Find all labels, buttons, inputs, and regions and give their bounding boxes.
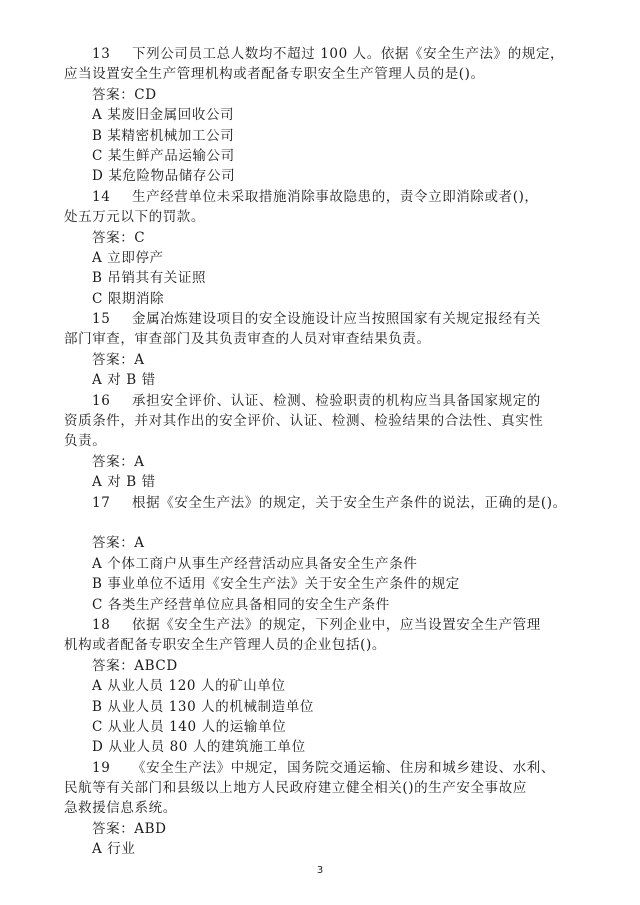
question-continuation-line: 急救援信息系统。 — [64, 800, 177, 817]
question-continuation-line: 应当设置安全生产管理机构或者配备专职安全生产管理人员的是()。 — [64, 66, 485, 83]
question-number: 13 — [92, 46, 111, 62]
question-number: 18 — [92, 616, 111, 633]
question-continuation-line: 负责。 — [64, 433, 107, 450]
option-item: A 某废旧金属回收公司 — [92, 107, 235, 124]
option-item: A 立即停产 — [92, 249, 164, 266]
option-item: B 某精密机械加工公司 — [92, 127, 235, 144]
blank-line — [92, 513, 578, 533]
option-item: C 限期消除 — [92, 290, 165, 307]
question-15 — [64, 309, 578, 391]
question-continuation-line: 处五万元以下的罚款。 — [64, 209, 205, 226]
question-text: 根据《安全生产法》的规定，关于安全生产条件的说法，正确的是()。 — [132, 494, 567, 511]
question-text: 依据《安全生产法》的规定，下列企业中，应当设置安全生产管理 — [132, 616, 541, 633]
option-item: D 从业人员 80 人的建筑施工单位 — [92, 739, 306, 756]
question-text: 金属冶炼建设项目的安全设施设计应当按照国家有关规定报经有关 — [132, 311, 541, 328]
option-item: B 从业人员 130 人的机械制造单位 — [92, 698, 314, 715]
question-16 — [64, 391, 578, 493]
option-item: C 各类生产经营单位应具备相同的安全生产条件 — [92, 596, 390, 613]
question-text: 生产经营单位未采取措施消除事故隐患的，责令立即消除或者()， — [132, 188, 539, 205]
question-19 — [64, 758, 578, 860]
page-number: 3 — [316, 865, 324, 876]
option-item: A 个体工商户从事生产经营活动应具备安全生产条件 — [92, 555, 418, 572]
question-number: 14 — [92, 188, 111, 205]
question-number: 17 — [92, 494, 111, 511]
question-first-line — [92, 309, 578, 329]
answer-line: 答案：A — [92, 453, 145, 470]
answer-line: 答案：C — [92, 229, 146, 246]
option-item: B 事业单位不适用《安全生产法》关于安全生产条件的规定 — [92, 576, 460, 593]
question-first-line — [92, 391, 578, 411]
question-continuation-line: 民航等有关部门和县级以上地方人民政府建立健全相关()的生产安全事故应 — [64, 780, 527, 797]
option-item: A 对 B 错 — [92, 474, 156, 491]
option-item: A 对 B 错 — [92, 372, 156, 389]
option-item: A 行业 — [92, 841, 136, 858]
option-item: A 从业人员 120 人的矿山单位 — [92, 678, 286, 695]
option-item: C 从业人员 140 人的运输单位 — [92, 718, 287, 735]
question-18 — [64, 615, 578, 758]
question-first-line — [92, 187, 578, 207]
question-number: 15 — [92, 311, 111, 328]
option-item: C 某生鲜产品运输公司 — [92, 147, 235, 164]
question-14 — [64, 187, 578, 309]
question-continuation-line: 资质条件，并对其作出的安全评价、认证、检测、检验结果的合法性、真实性 — [64, 413, 544, 430]
question-first-line — [92, 493, 578, 513]
question-continuation-line: 部门审查，审查部门及其负责审查的人员对审查结果负责。 — [64, 331, 431, 348]
answer-line: 答案：CD — [92, 86, 157, 103]
question-17 — [92, 493, 578, 615]
option-item: D 某危险物品储存公司 — [92, 168, 236, 185]
question-first-line — [92, 44, 578, 64]
question-number: 19 — [92, 759, 111, 776]
question-text: 承担安全评价、认证、检测、检验职责的机构应当具备国家规定的 — [132, 392, 541, 409]
page-content — [64, 44, 578, 860]
question-number: 16 — [92, 392, 111, 409]
question-first-line — [92, 615, 578, 635]
question-continuation-line: 机构或者配备专职安全生产管理人员的企业包括()。 — [64, 637, 386, 654]
answer-line: 答案：ABCD — [92, 657, 178, 674]
answer-line: 答案：ABD — [92, 820, 167, 837]
question-13 — [64, 44, 578, 187]
question-text: 《安全生产法》中规定，国务院交通运输、住房和城乡建设、水利、 — [132, 759, 555, 776]
answer-line: 答案：A — [92, 535, 145, 552]
question-first-line — [92, 758, 578, 778]
question-text: 下列公司员工总人数均不超过 100 人。依据《安全生产法》的规定， — [132, 46, 565, 62]
answer-line: 答案：A — [92, 351, 145, 368]
option-item: B 吊销其有关证照 — [92, 270, 207, 287]
